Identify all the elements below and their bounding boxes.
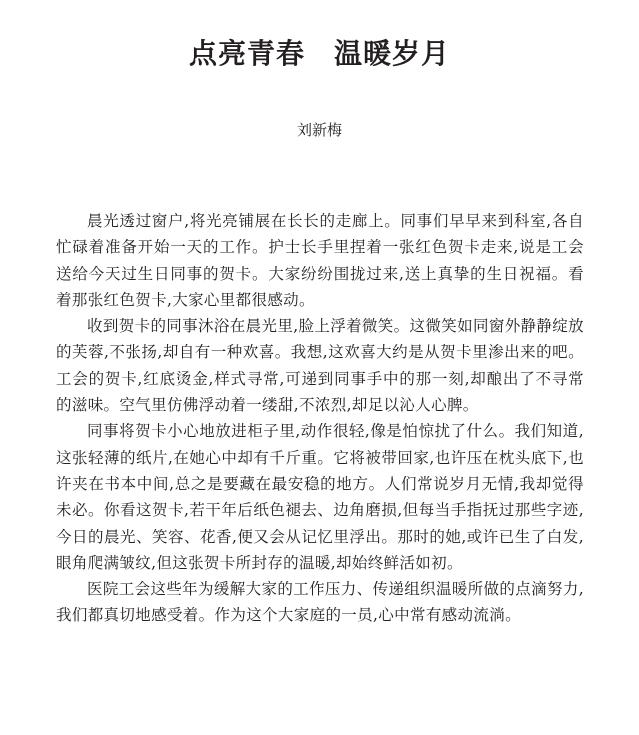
article-author: 刘新梅 bbox=[296, 121, 342, 139]
article-body bbox=[56, 208, 584, 629]
article-paragraph: 同事将贺卡小心地放进柜子里,动作很轻,像是怕惊扰了什么。我们知道,这张轻薄的纸片,在她心中却有千斤重。它将被带回家,也许压在枕头底下,也许夹在书本中间,总之是要藏在最安稳的地方。人们常说岁月无情,我却觉得未必。你看这贺卡,若干年后纸色褪去、边角磨损,但每当手指抚过那些字迹,今日的晨光、笑容、花香,便又会从记忆里浮出。那时的她,或许已生了白发,眼角爬满皱纹,但这张贺卡所封存的温暖,却始终鲜活如初。 bbox=[56, 422, 584, 572]
article-paragraph: 收到贺卡的同事沐浴在晨光里,脸上浮着微笑。这微笑如同窗外静静绽放的芙蓉,不张扬,却自有一种欢喜。我想,这欢喜大约是从贺卡里渗出来的吧。工会的贺卡,红底烫金,样式寻常,可递到同事手中的那一刻,却酿出了不寻常的滋味。空气里仿佛浮动着一缕甜,不浓烈,却足以沁人心脾。 bbox=[56, 317, 584, 415]
article-title: 点亮青春 温暖岁月 bbox=[188, 37, 450, 70]
article-paragraph: 晨光透过窗户,将光亮铺展在长长的走廊上。同事们早早来到科室,各自忙碌着准备开始一天的工作。护士长手里捏着一张红色贺卡走来,说是工会送给今天过生日同事的贺卡。大家纷纷围拢过来,送上真挚的生日祝福。看着那张红色贺卡,大家心里都很感动。 bbox=[56, 212, 584, 309]
article-paragraph: 医院工会这些年为缓解大家的工作压力、传递组织温暖所做的点滴努力,我们都真切地感受着。作为这个大家庭的一员,心中常有感动流淌。 bbox=[56, 580, 584, 625]
